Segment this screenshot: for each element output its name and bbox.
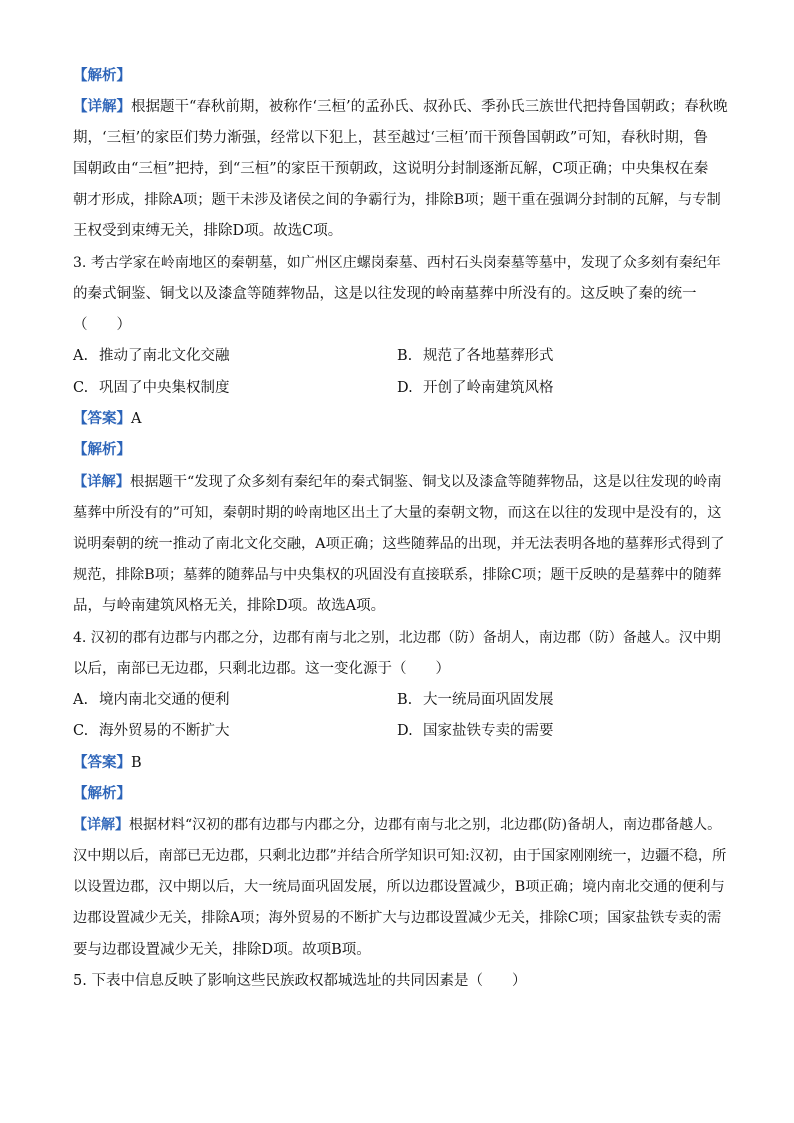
question-3-stem: （ ） <box>73 317 131 333</box>
option-a: A. 境内南北交通的便利 <box>73 692 230 708</box>
detail-line: 边郡设置减少无关，排除A项；海外贸易的不断扩大与边郡设置减少无关，排除C项；国家盐铁专卖的需 <box>73 910 722 926</box>
option-a: A. 推动了南北文化交融 <box>73 348 230 364</box>
option-b: B. 规范了各地墓葬形式 <box>397 348 554 364</box>
answer-tag: 【答案】 <box>73 755 131 771</box>
question-3-stem: 的秦式铜鉴、铜戈以及漆盒等随葬物品，这是以往发现的岭南墓葬中所没有的。这反映了秦的统一 <box>73 286 697 302</box>
detail-line: 汉中期以后，南部已无边郡，只剩北边郡”并结合所学知识可知:汉初，由于国家刚刚统一，边疆不稳，所 <box>73 848 727 864</box>
detail-line: 王权受到束缚无关，排除D项。故选C项。 <box>73 223 343 239</box>
detail-tag: 【详解】 <box>73 474 131 490</box>
answer-value: B <box>131 755 142 771</box>
detail-line: 【详解】根据材料“汉初的郡有边郡与内郡之分，边郡有南与北之别，北边郡(防)备胡人，南边郡备越人。 <box>73 817 722 833</box>
detail-line: 期，‘三桓’的家臣们势力渐强，经常以下犯上，甚至越过‘三桓’而干预鲁国朝政”可知，春秋时期，鲁 <box>73 130 708 146</box>
detail-tag: 【详解】 <box>73 99 131 115</box>
option-c: C. 海外贸易的不断扩大 <box>73 723 230 739</box>
detail-line: 说明秦朝的统一推动了南北文化交融，A项正确；这些随葬品的出现，并无法表明各地的墓葬形式得到了 <box>73 536 725 552</box>
option-b: B. 大一统局面巩固发展 <box>397 692 554 708</box>
analysis-tag: 【解析】 <box>73 786 131 802</box>
question-4-stem: 4. 汉初的郡有边郡与内郡之分，边郡有南与北之别，北边郡（防）备胡人，南边郡（防）备越人。汉中期 <box>73 630 721 646</box>
option-d: D. 国家盐铁专卖的需要 <box>397 723 554 739</box>
answer-tag: 【答案】 <box>73 411 131 427</box>
detail-line: 规范，排除B项；墓葬的随葬品与中央集权的巩固没有直接联系，排除C项；题干反映的是墓葬中的随葬 <box>73 567 722 583</box>
detail-tag: 【详解】 <box>73 817 129 833</box>
detail-line: 品，与岭南建筑风格无关，排除D项。故选A项。 <box>73 598 386 614</box>
analysis-tag: 【解析】 <box>73 68 131 84</box>
detail-line: 要与边郡设置减少无关，排除D项。故项B项。 <box>73 942 371 958</box>
option-c: C. 巩固了中央集权制度 <box>73 380 230 396</box>
option-d: D. 开创了岭南建筑风格 <box>397 380 554 396</box>
answer-line <box>73 753 142 773</box>
answer-value: A <box>131 411 142 427</box>
question-3-stem: 3. 考古学家在岭南地区的秦朝墓，如广州区庄螺岗秦墓、西村石头岗秦墓等墓中，发现了众多刻有秦纪年 <box>73 255 721 271</box>
analysis-tag: 【解析】 <box>73 442 131 458</box>
detail-line: 以设置边郡，汉中期以后，大一统局面巩固发展，所以边郡设置减少，B项正确；境内南北交通的便利与 <box>73 879 725 895</box>
detail-line: 国朝政由“三桓”把持，到“三桓”的家臣干预朝政，这说明分封制逐渐瓦解，C项正确；中央集权在秦 <box>73 161 709 177</box>
detail-line: 【详解】根据题干“发现了众多刻有秦纪年的秦式铜鉴、铜戈以及漆盒等随葬物品，这是以往发现的岭南 <box>73 474 722 490</box>
detail-line: 朝才形成，排除A项；题干未涉及诸侯之间的争霸行为，排除B项；题干重在强调分封制的瓦解，与专制 <box>73 192 721 208</box>
question-5-stem: 5. 下表中信息反映了影响这些民族政权都城选址的共同因素是（ ） <box>73 973 527 989</box>
detail-line: 【详解】根据题干“春秋前期，被称作‘三桓’的孟孙氏、叔孙氏、季孙氏三族世代把持鲁国朝政；春秋晚 <box>73 99 728 115</box>
question-4-stem: 以后，南部已无边郡，只剩北边郡。这一变化源于（ ） <box>73 661 450 677</box>
answer-line <box>73 409 141 429</box>
detail-line: 墓葬中所没有的”可知，秦朝时期的岭南地区出土了大量的秦朝文物，而这在以往的发现中是没有的，这 <box>73 505 722 521</box>
